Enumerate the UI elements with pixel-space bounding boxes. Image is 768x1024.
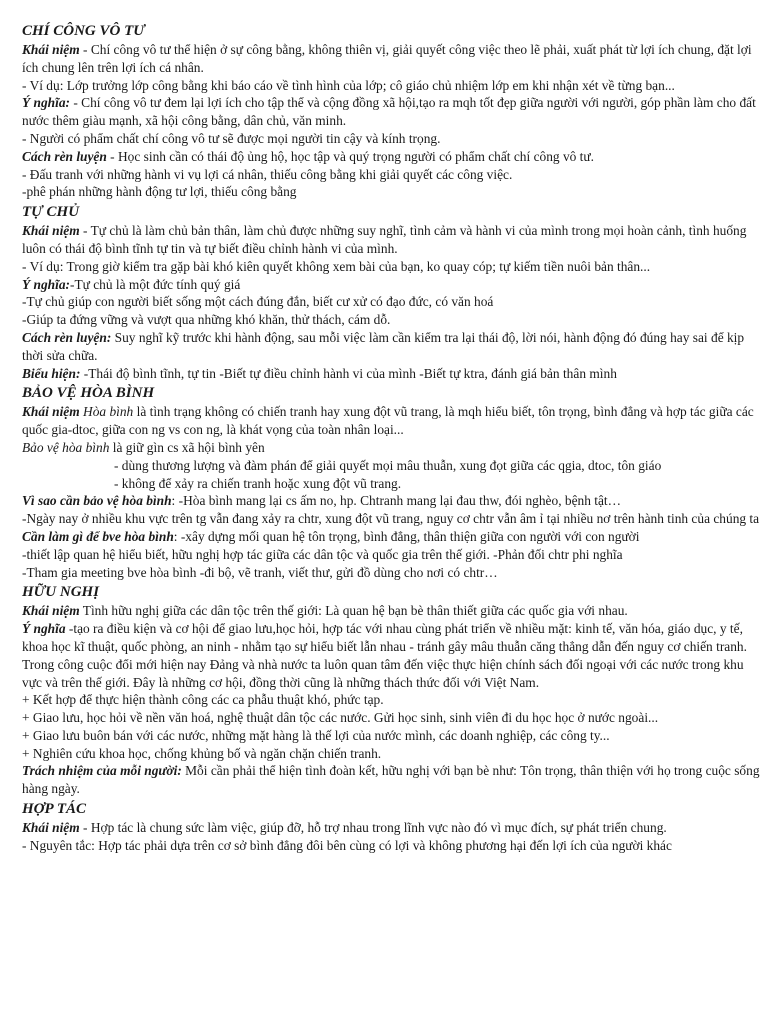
term-label: Khái niệm: [22, 42, 80, 57]
paragraph-text: - Đấu tranh với những hành vi vụ lợi cá nhân, thiếu công bằng khi giải quyết các công việc.: [22, 166, 513, 182]
paragraph: [22, 546, 762, 564]
paragraph-text: - Tự chủ là làm chủ bản thân, làm chủ được những suy nghĩ, tình cảm và hành vi của mình trong mọi hoàn cảnh, tình huống luôn có thái độ bình tĩnh tự tin và tự biết điều chỉnh hành vi của mình.: [22, 223, 747, 256]
paragraph-text: + Kết hợp để thực hiện thành công các ca phẫu thuật khó, phức tạp.: [22, 692, 384, 708]
paragraph: [22, 94, 762, 130]
paragraph-text: là giữ gìn cs xã hội bình yên: [109, 439, 265, 455]
paragraph: [22, 77, 762, 95]
paragraph-text: - Nguyên tắc: Hợp tác phải dựa trên cơ sở bình đẳng đôi bên cùng có lợi và không phương hại đến lợi ích của người khác: [22, 837, 672, 853]
paragraph-text: -Tự chủ là một đức tính quý giá: [70, 276, 241, 292]
paragraph: [22, 492, 762, 510]
paragraph-text: Mỗi cần phải thể hiện tình đoàn kết, hữu nghị với bạn bè như: Tôn trọng, thân thiện với họ trong cuộc sống hàng ngày.: [22, 763, 760, 797]
paragraph-text: -thiết lập quan hệ hiểu biết, hữu nghị hợp tác giữa các dân tộc và quốc gia trên thế giới. -Phản đối chtr phi nghĩa: [22, 546, 623, 562]
paragraph-text: Tình hữu nghị giữa các dân tộc trên thế giới: Là quan hệ bạn bè thân thiết giữa các quốc gia với nhau.: [79, 603, 628, 619]
paragraph: [22, 439, 762, 457]
section-heading: TỰ CHỦ: [22, 204, 80, 221]
paragraph: [22, 329, 762, 365]
paragraph-text: Suy nghĩ kỹ trước khi hành động, sau mỗi việc làm cần kiểm tra lại thái độ, lời nói, hành động đó đúng hay sai để kịp thời sửa chữa.: [22, 329, 745, 363]
paragraph: [22, 148, 762, 166]
paragraph-text: là tình trạng không có chiến tranh hay xung đột vũ trang, là mqh hiểu biết, tôn trọng, bình đẳng và hợp tác giữa các quốc gia-dtoc, giữa con ng vs con ng, là khát vọng của toàn nhân loại...: [22, 404, 754, 438]
paragraph-text: -Ngày nay ở nhiều khu vực trên tg vẫn đang xảy ra chtr, xung đột vũ trang, nguy cơ chtr vẫn âm ỉ tại nhiều nơ trên hành tinh của chúng ta: [22, 511, 760, 527]
paragraph: [22, 276, 762, 294]
italic-text: Hòa bình: [83, 404, 134, 420]
paragraph: [22, 691, 762, 709]
paragraph: [22, 166, 762, 184]
paragraph-text: -Giúp ta đứng vững và vượt qua những khó khăn, thử thách, cám dỗ.: [22, 312, 391, 328]
paragraph-text: -Tự chủ giúp con người biết sống một cách đúng đắn, biết cư xử có đạo đức, có văn hoá: [22, 294, 494, 310]
term-label: Cách rèn luyện: [22, 148, 107, 164]
paragraph-text: - Ví dụ: Trong giờ kiểm tra gặp bài khó kiên quyết không xem bài của bạn, ko quay cóp; tự kiếm tiền nuôi bản thân...: [22, 258, 651, 274]
section-heading: HỢP TÁC: [22, 801, 87, 818]
paragraph-text: - Chí công vô tư đem lại lợi ích cho tập thể và cộng đồng xã hội,tạo ra mqh tốt đẹp giữa người với người, góp phần làm cho đất nước thêm giàu mạnh, xã hội công bằng, dân chủ, văn minh.: [22, 95, 756, 129]
paragraph-text: -phê phán những hành động tư lợi, thiếu công bằng: [22, 184, 297, 200]
paragraph: [22, 745, 762, 763]
paragraph: [22, 762, 762, 798]
section-heading: BẢO VỆ HÒA BÌNH: [22, 385, 155, 402]
term-label: Khái niệm: [22, 603, 80, 619]
paragraph-text: -Tham gia meeting bve hòa bình -đi bộ, vẽ tranh, viết thư, gửi đồ dùng cho nơi có chtr…: [22, 564, 498, 580]
paragraph-text: + Giao lưu buôn bán với các nước, những mặt hàng là thế lợi của nước mình, các doanh nghiệp, các công ty...: [22, 727, 610, 743]
paragraph: [22, 311, 762, 329]
italic-text: Bảo vệ hòa bình: [22, 439, 110, 455]
paragraph: [22, 183, 762, 201]
term-label: Cách rèn luyện:: [22, 329, 112, 345]
term-label: Khái niệm: [22, 223, 80, 239]
paragraph: [22, 528, 762, 546]
paragraph-text: Trong công cuộc đổi mới hiện nay Đảng và nhà nước ta luôn quan tâm đến việc thực hiện chính sách đối ngoại với các nước trong khu vực và trên thế giới. Đây là những cơ hội, đồng thời cũng là những thách thức đối với Việt Nam.: [22, 656, 744, 690]
section-heading: CHÍ CÔNG VÔ TƯ: [22, 23, 145, 39]
paragraph-text: + Nghiên cứu khoa học, chống khủng bố và ngăn chặn chiến tranh.: [22, 745, 382, 761]
paragraph: [22, 837, 762, 855]
term-label: Ý nghĩa:: [22, 276, 70, 292]
paragraph: [22, 222, 762, 258]
paragraph-text: + Giao lưu, học hỏi về nền văn hoá, nghệ thuật dân tộc các nước. Gửi học sinh, sinh viên đi du học học ở nước ngoài...: [22, 710, 659, 726]
paragraph: [22, 709, 762, 727]
term-label: Vì sao cần bảo vệ hòa bình: [22, 493, 172, 509]
paragraph: [22, 457, 762, 475]
paragraph: [22, 365, 762, 383]
paragraph-text: - Chí công vô tư thể hiện ở sự công bằng, không thiên vị, giải quyết công việc theo lẽ phải, xuất phát từ lợi ích chung, đặt lợi ích chung lên trên lợi ích cá nhân.: [22, 42, 752, 75]
term-label: Trách nhiệm của mỗi người:: [22, 763, 182, 779]
paragraph-text: - Hợp tác là chung sức làm việc, giúp đỡ, hỗ trợ nhau trong lĩnh vực nào đó vì mục đích, sự phát triển chung.: [79, 820, 667, 836]
paragraph-text: - dùng thương lượng và đàm phán để giải quyết mọi mâu thuẫn, xung đọt giữa các qgia, dtoc, tôn giáo: [114, 457, 662, 473]
term-label: Ý nghĩa: [22, 621, 66, 637]
paragraph: [22, 620, 762, 656]
paragraph: [22, 293, 762, 311]
paragraph: [22, 130, 762, 148]
section-heading: HỮU NGHỊ: [22, 584, 100, 601]
paragraph: [22, 258, 762, 276]
paragraph-text: -tạo ra điều kiện và cơ hội để giao lưu,học hỏi, hợp tác với nhau cùng phát triển về nhiều mặt: kinh tế, văn hóa, giáo dục, y tế, khoa học kĩ thuật, quốc phòng, an ninh - nhằm tạo sự hiểu biết lẫn nhau - tránh gây mâu thuẫn căng thẳng dẫn đến nguy cơ chiến tranh.: [22, 621, 747, 654]
paragraph: [22, 475, 762, 493]
term-label: Cần làm gì để bve hòa bình: [22, 528, 174, 544]
term-label: Ý nghĩa:: [22, 95, 70, 111]
paragraph: [22, 602, 762, 620]
paragraph-text: -Thái độ bình tĩnh, tự tin -Biết tự điều chỉnh hành vi của mình -Biết tự ktra, đánh giá bản thân mình: [80, 365, 617, 381]
paragraph: [22, 564, 762, 582]
paragraph-text: : -xây dựng mối quan hệ tôn trọng, bình đẳng, thân thiện giữa con người với con người: [173, 528, 640, 544]
term-label: Khái niệm: [22, 820, 80, 836]
paragraph-text: - Học sinh cần có thái độ ủng hộ, học tập và quý trọng người có phẩm chất chí công vô tư.: [106, 148, 595, 164]
paragraph: [22, 819, 762, 837]
paragraph: [22, 403, 762, 439]
paragraph-text: - Ví dụ: Lớp trưởng lớp công bằng khi báo cáo về tình hình của lớp; cô giáo chủ nhiệm lớp em khi nhận xét về từng bạn...: [22, 77, 675, 93]
term-label: Khái niệm: [22, 404, 80, 420]
paragraph: [22, 510, 762, 528]
paragraph: [22, 727, 762, 745]
paragraph: [22, 656, 762, 692]
paragraph: [22, 41, 762, 77]
term-label: Biểu hiện:: [22, 365, 81, 381]
paragraph-text: - không để xảy ra chiến tranh hoặc xung đột vũ trang.: [114, 475, 402, 491]
paragraph-text: - Người có phẩm chất chí công vô tư sẽ được mọi người tin cậy và kính trọng.: [22, 130, 441, 146]
paragraph-text: : -Hòa bình mang lại cs ấm no, hp. Chtranh mang lại đau thw, đói nghèo, bệnh tật…: [171, 493, 622, 509]
